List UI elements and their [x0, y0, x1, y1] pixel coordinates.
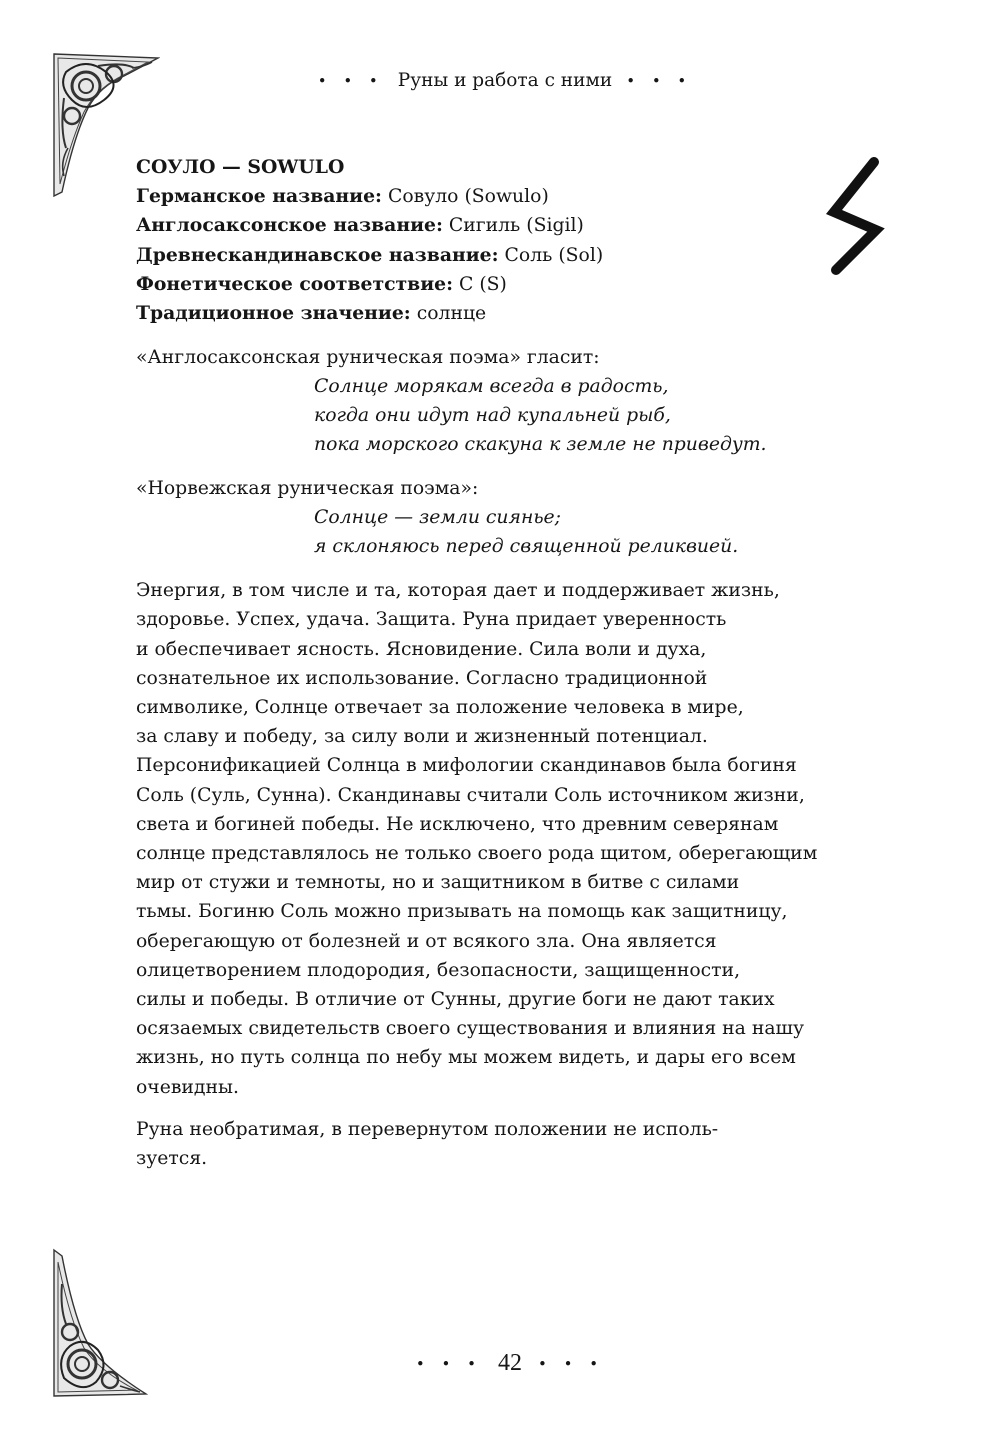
field-value: Сигиль (Sigil)	[442, 215, 584, 237]
poem-line: Солнце — земли сиянье;	[314, 507, 561, 529]
reversal-note	[136, 1115, 876, 1173]
field-label: Германское название:	[136, 185, 382, 208]
field-label: Древнескандинавское название:	[136, 243, 499, 266]
text-line: тьмы. Богиню Соль можно призывать на помощь как защитницу,	[136, 901, 788, 923]
field-phonetic	[136, 270, 876, 299]
page-content	[136, 153, 876, 1173]
field-label: Традиционное значение:	[136, 302, 411, 325]
text-line: Соль (Суль, Сунна). Скандинавы считали Соль источником жизни,	[136, 784, 805, 806]
field-old-norse-name	[136, 241, 876, 270]
running-title: Руны и работа с ними	[397, 70, 613, 91]
field-value: солнце	[410, 303, 487, 325]
text-line: Энергия, в том числе и та, которая дает и поддерживает жизнь,	[136, 580, 780, 602]
poem-line: я склоняюсь перед священной реликвией.	[314, 536, 739, 558]
text-line: жизнь, но путь солнца по небу мы можем видеть, и дары его всем	[136, 1047, 796, 1069]
poem-intro-anglo-saxon: «Англосаксонская руническая поэма» гласит:	[136, 347, 600, 369]
footer-dots-left: • • •	[415, 1354, 482, 1373]
text-line: Руна необратимая, в перевернутом положении не исполь-	[136, 1118, 719, 1140]
poem-intro-norwegian: «Норвежская руническая поэма»:	[136, 478, 479, 500]
header-dots-left: • • •	[317, 71, 384, 90]
poem-line: пока морского скакуна к земле не приведут.	[314, 434, 767, 456]
field-anglo-saxon-name	[136, 211, 876, 240]
footer-dots-right: • • •	[538, 1354, 605, 1373]
rune-description	[136, 576, 876, 1102]
poem-line: когда они идут над купальней рыб,	[314, 405, 671, 427]
field-traditional-meaning	[136, 299, 876, 328]
text-line: олицетворением плодородия, безопасности, защищенности,	[136, 959, 741, 981]
text-line: мир от стужи и темноты, но и защитником в битве с силами	[136, 872, 740, 894]
field-value: С (S)	[453, 273, 507, 295]
header-dots-right: • • •	[626, 71, 693, 90]
text-line: зуется.	[136, 1148, 208, 1170]
text-line: сознательное их использование. Согласно традиционной	[136, 667, 708, 689]
text-line: силы и победы. В отличие от Сунны, другие боги не дают таких	[136, 989, 775, 1011]
page-footer	[390, 1350, 630, 1377]
rune-title: СОУЛО — SOWULO	[136, 156, 345, 178]
page-number: 42	[498, 1350, 522, 1376]
text-line: за славу и победу, за силу воли и жизненный потенциал.	[136, 726, 708, 748]
text-line: здоровье. Успех, удача. Защита. Руна придает уверенность	[136, 609, 727, 631]
poem-norwegian	[314, 503, 876, 561]
text-line: света и богиней победы. Не исключено, что древним северянам	[136, 813, 779, 835]
running-header	[300, 70, 710, 91]
field-value: Соль (Sol)	[498, 244, 604, 266]
text-line: осязаемых свидетельств своего существования и влияния на нашу	[136, 1018, 805, 1040]
text-line: оберегающую от болезней и от всякого зла. Она является	[136, 930, 717, 952]
text-line: солнце представлялось не только своего рода щитом, оберегающим	[136, 843, 818, 865]
text-line: очевидны.	[136, 1076, 239, 1098]
celtic-knot-corner-icon	[52, 1248, 148, 1398]
field-germanic-name	[136, 182, 876, 211]
text-line: Персонификацией Солнца в мифологии скандинавов была богиня	[136, 755, 797, 777]
poem-line: Солнце морякам всегда в радость,	[314, 376, 669, 398]
text-line: и обеспечивает ясность. Ясновидение. Сила воли и духа,	[136, 638, 707, 660]
poem-anglo-saxon	[314, 372, 876, 459]
field-label: Англосаксонское название:	[136, 214, 443, 237]
field-label: Фонетическое соответствие:	[136, 272, 454, 295]
text-line: символике, Солнце отвечает за положение человека в мире,	[136, 697, 744, 719]
field-value: Совуло (Sowulo)	[381, 186, 549, 208]
